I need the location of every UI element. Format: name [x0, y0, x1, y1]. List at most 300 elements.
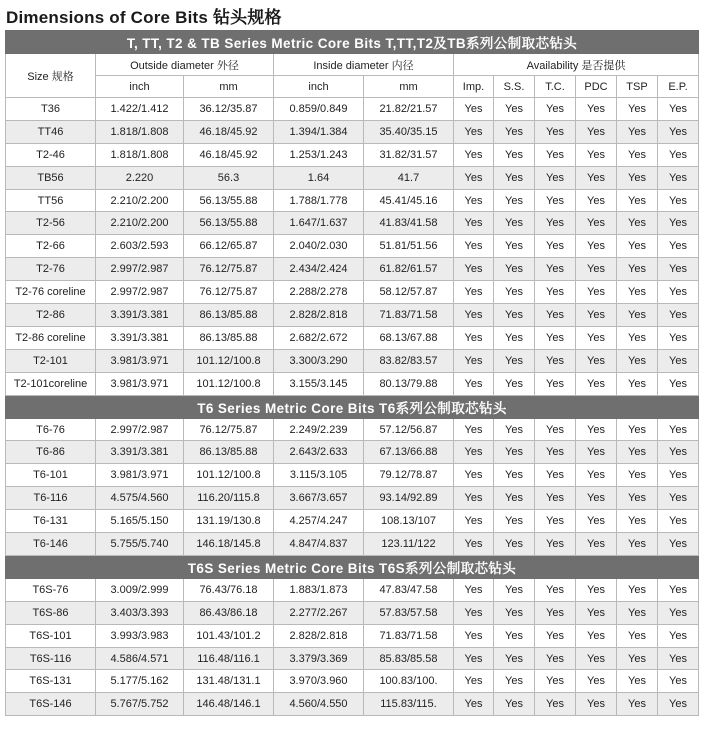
imp-cell: Yes [454, 212, 494, 235]
pdc-cell: Yes [576, 601, 617, 624]
od-mm-cell: 46.18/45.92 [184, 143, 274, 166]
tc-cell: Yes [535, 533, 576, 556]
imp-cell: Yes [454, 189, 494, 212]
id-inch-cell: 3.379/3.369 [274, 647, 364, 670]
ep-cell: Yes [658, 372, 699, 395]
tsp-cell: Yes [617, 235, 658, 258]
imp-cell: Yes [454, 120, 494, 143]
pdc-cell: Yes [576, 624, 617, 647]
id-mm-cell: 67.13/66.88 [364, 441, 454, 464]
column-header-row [6, 54, 699, 76]
table-row [6, 235, 699, 258]
id-mm-cell: 68.13/67.88 [364, 326, 454, 349]
id-mm-header: mm [364, 76, 454, 98]
tsp-cell: Yes [617, 487, 658, 510]
od-mm-cell: 76.12/75.87 [184, 418, 274, 441]
imp-cell: Yes [454, 647, 494, 670]
ss-cell: Yes [494, 487, 535, 510]
tc-cell: Yes [535, 349, 576, 372]
tc-cell: Yes [535, 670, 576, 693]
od-inch-cell: 3.981/3.971 [96, 464, 184, 487]
tsp-cell: Yes [617, 281, 658, 304]
pdc-cell: Yes [576, 258, 617, 281]
tc-cell: Yes [535, 235, 576, 258]
ep-cell: Yes [658, 647, 699, 670]
od-inch-cell: 1.422/1.412 [96, 98, 184, 121]
section-title: T6 Series Metric Core Bits T6系列公制取芯钻头 [6, 395, 699, 418]
id-mm-cell: 45.41/45.16 [364, 189, 454, 212]
tc-cell: Yes [535, 120, 576, 143]
imp-cell: Yes [454, 98, 494, 121]
tc-cell: Yes [535, 647, 576, 670]
tsp-cell: Yes [617, 670, 658, 693]
size-cell: TB56 [6, 166, 96, 189]
core-bit-dimensions-table [5, 30, 699, 716]
tsp-cell: Yes [617, 143, 658, 166]
tsp-cell: Yes [617, 326, 658, 349]
pdc-header: PDC [576, 76, 617, 98]
id-mm-cell: 57.83/57.58 [364, 601, 454, 624]
od-mm-header: mm [184, 76, 274, 98]
id-inch-cell: 0.859/0.849 [274, 98, 364, 121]
ss-cell: Yes [494, 693, 535, 716]
od-mm-cell: 86.13/85.88 [184, 441, 274, 464]
od-inch-cell: 5.165/5.150 [96, 510, 184, 533]
imp-cell: Yes [454, 418, 494, 441]
id-mm-cell: 93.14/92.89 [364, 487, 454, 510]
od-inch-cell: 2.603/2.593 [96, 235, 184, 258]
pdc-cell: Yes [576, 647, 617, 670]
ss-cell: Yes [494, 349, 535, 372]
od-inch-cell: 5.767/5.752 [96, 693, 184, 716]
ss-cell: Yes [494, 670, 535, 693]
id-inch-cell: 1.253/1.243 [274, 143, 364, 166]
table-row [6, 578, 699, 601]
id-inch-cell: 2.277/2.267 [274, 601, 364, 624]
od-mm-cell: 116.20/115.8 [184, 487, 274, 510]
size-cell: T2-101 [6, 349, 96, 372]
imp-cell: Yes [454, 670, 494, 693]
ep-cell: Yes [658, 464, 699, 487]
id-inch-cell: 2.434/2.424 [274, 258, 364, 281]
ep-cell: Yes [658, 326, 699, 349]
ss-header: S.S. [494, 76, 535, 98]
imp-cell: Yes [454, 235, 494, 258]
pdc-cell: Yes [576, 670, 617, 693]
od-inch-cell: 3.391/3.381 [96, 304, 184, 327]
pdc-cell: Yes [576, 533, 617, 556]
od-inch-cell: 2.220 [96, 166, 184, 189]
size-cell: T6-86 [6, 441, 96, 464]
imp-cell: Yes [454, 624, 494, 647]
tsp-cell: Yes [617, 120, 658, 143]
imp-cell: Yes [454, 510, 494, 533]
ep-cell: Yes [658, 693, 699, 716]
tsp-cell: Yes [617, 98, 658, 121]
size-cell: T6S-146 [6, 693, 96, 716]
od-mm-cell: 146.48/146.1 [184, 693, 274, 716]
size-cell: T6-76 [6, 418, 96, 441]
id-inch-cell: 2.040/2.030 [274, 235, 364, 258]
ss-cell: Yes [494, 258, 535, 281]
ss-cell: Yes [494, 372, 535, 395]
id-inch-cell: 3.667/3.657 [274, 487, 364, 510]
ep-cell: Yes [658, 98, 699, 121]
od-inch-cell: 3.981/3.971 [96, 372, 184, 395]
size-cell: T36 [6, 98, 96, 121]
size-cell: T2-76 coreline [6, 281, 96, 304]
imp-cell: Yes [454, 441, 494, 464]
id-mm-cell: 79.12/78.87 [364, 464, 454, 487]
od-inch-cell: 3.391/3.381 [96, 326, 184, 349]
id-inch-cell: 3.115/3.105 [274, 464, 364, 487]
imp-cell: Yes [454, 601, 494, 624]
ss-cell: Yes [494, 189, 535, 212]
od-mm-cell: 76.12/75.87 [184, 281, 274, 304]
id-inch-cell: 4.847/4.837 [274, 533, 364, 556]
tsp-cell: Yes [617, 464, 658, 487]
ep-cell: Yes [658, 212, 699, 235]
pdc-cell: Yes [576, 189, 617, 212]
tsp-cell: Yes [617, 189, 658, 212]
ss-cell: Yes [494, 624, 535, 647]
size-cell: T2-56 [6, 212, 96, 235]
outside-diameter-header: Outside diameter 外径 [96, 54, 274, 76]
tc-cell: Yes [535, 326, 576, 349]
tsp-cell: Yes [617, 693, 658, 716]
od-inch-cell: 3.403/3.393 [96, 601, 184, 624]
ss-cell: Yes [494, 120, 535, 143]
id-mm-cell: 115.83/115. [364, 693, 454, 716]
ep-cell: Yes [658, 601, 699, 624]
tsp-cell: Yes [617, 212, 658, 235]
id-inch-cell: 4.257/4.247 [274, 510, 364, 533]
ep-cell: Yes [658, 235, 699, 258]
id-inch-cell: 1.647/1.637 [274, 212, 364, 235]
table-row [6, 510, 699, 533]
section-header-row [6, 395, 699, 418]
size-cell: T6S-101 [6, 624, 96, 647]
tsp-cell: Yes [617, 258, 658, 281]
tc-cell: Yes [535, 487, 576, 510]
imp-header: Imp. [454, 76, 494, 98]
size-cell: T6S-76 [6, 578, 96, 601]
table-row [6, 258, 699, 281]
tsp-cell: Yes [617, 578, 658, 601]
od-inch-cell: 1.818/1.808 [96, 143, 184, 166]
imp-cell: Yes [454, 349, 494, 372]
tc-header: T.C. [535, 76, 576, 98]
table-row [6, 533, 699, 556]
table-row [6, 189, 699, 212]
imp-cell: Yes [454, 326, 494, 349]
pdc-cell: Yes [576, 418, 617, 441]
pdc-cell: Yes [576, 693, 617, 716]
pdc-cell: Yes [576, 349, 617, 372]
pdc-cell: Yes [576, 120, 617, 143]
table-row [6, 166, 699, 189]
column-subheader-row [6, 76, 699, 98]
id-mm-cell: 58.12/57.87 [364, 281, 454, 304]
tsp-cell: Yes [617, 349, 658, 372]
imp-cell: Yes [454, 533, 494, 556]
tc-cell: Yes [535, 372, 576, 395]
table-row [6, 418, 699, 441]
id-mm-cell: 123.11/122 [364, 533, 454, 556]
table-row [6, 624, 699, 647]
table-row [6, 693, 699, 716]
ss-cell: Yes [494, 418, 535, 441]
tc-cell: Yes [535, 281, 576, 304]
tc-cell: Yes [535, 304, 576, 327]
ss-cell: Yes [494, 304, 535, 327]
id-mm-cell: 71.83/71.58 [364, 304, 454, 327]
id-inch-cell: 2.288/2.278 [274, 281, 364, 304]
ep-cell: Yes [658, 487, 699, 510]
pdc-cell: Yes [576, 235, 617, 258]
pdc-cell: Yes [576, 304, 617, 327]
section-header-row [6, 31, 699, 54]
od-inch-cell: 2.997/2.987 [96, 281, 184, 304]
id-inch-cell: 1.64 [274, 166, 364, 189]
ep-cell: Yes [658, 578, 699, 601]
od-mm-cell: 101.12/100.8 [184, 464, 274, 487]
od-mm-cell: 76.12/75.87 [184, 258, 274, 281]
od-inch-cell: 3.981/3.971 [96, 349, 184, 372]
ss-cell: Yes [494, 464, 535, 487]
imp-cell: Yes [454, 464, 494, 487]
ep-cell: Yes [658, 624, 699, 647]
tsp-cell: Yes [617, 533, 658, 556]
od-inch-cell: 2.210/2.200 [96, 212, 184, 235]
tc-cell: Yes [535, 212, 576, 235]
id-inch-cell: 1.883/1.873 [274, 578, 364, 601]
size-cell: T2-86 coreline [6, 326, 96, 349]
ep-header: E.P. [658, 76, 699, 98]
tc-cell: Yes [535, 441, 576, 464]
table-row [6, 212, 699, 235]
size-cell: T6-116 [6, 487, 96, 510]
id-inch-cell: 2.249/2.239 [274, 418, 364, 441]
imp-cell: Yes [454, 143, 494, 166]
id-mm-cell: 21.82/21.57 [364, 98, 454, 121]
table-row [6, 326, 699, 349]
id-inch-cell: 2.643/2.633 [274, 441, 364, 464]
imp-cell: Yes [454, 258, 494, 281]
ss-cell: Yes [494, 441, 535, 464]
od-mm-cell: 56.13/55.88 [184, 212, 274, 235]
od-inch-cell: 3.391/3.381 [96, 441, 184, 464]
tc-cell: Yes [535, 98, 576, 121]
id-inch-cell: 1.788/1.778 [274, 189, 364, 212]
tsp-cell: Yes [617, 166, 658, 189]
size-cell: T6S-86 [6, 601, 96, 624]
id-mm-cell: 85.83/85.58 [364, 647, 454, 670]
section-title: T, TT, T2 & TB Series Metric Core Bits T,TT,T2及TB系列公制取芯钻头 [6, 31, 699, 54]
imp-cell: Yes [454, 166, 494, 189]
tc-cell: Yes [535, 418, 576, 441]
od-inch-cell: 4.586/4.571 [96, 647, 184, 670]
od-inch-cell: 2.997/2.987 [96, 418, 184, 441]
id-mm-cell: 35.40/35.15 [364, 120, 454, 143]
id-mm-cell: 83.82/83.57 [364, 349, 454, 372]
section-title: T6S Series Metric Core Bits T6S系列公制取芯钻头 [6, 555, 699, 578]
tsp-header: TSP [617, 76, 658, 98]
size-cell: TT46 [6, 120, 96, 143]
ep-cell: Yes [658, 120, 699, 143]
id-inch-header: inch [274, 76, 364, 98]
od-inch-cell: 4.575/4.560 [96, 487, 184, 510]
ep-cell: Yes [658, 258, 699, 281]
id-inch-cell: 1.394/1.384 [274, 120, 364, 143]
pdc-cell: Yes [576, 166, 617, 189]
size-cell: T6S-131 [6, 670, 96, 693]
imp-cell: Yes [454, 578, 494, 601]
pdc-cell: Yes [576, 487, 617, 510]
od-mm-cell: 146.18/145.8 [184, 533, 274, 556]
id-inch-cell: 4.560/4.550 [274, 693, 364, 716]
imp-cell: Yes [454, 281, 494, 304]
id-mm-cell: 41.7 [364, 166, 454, 189]
id-mm-cell: 57.12/56.87 [364, 418, 454, 441]
imp-cell: Yes [454, 304, 494, 327]
page-title: Dimensions of Core Bits 钻头规格 [6, 8, 282, 27]
size-cell: T2-101coreline [6, 372, 96, 395]
ss-cell: Yes [494, 98, 535, 121]
table-row [6, 670, 699, 693]
tc-cell: Yes [535, 693, 576, 716]
od-mm-cell: 101.43/101.2 [184, 624, 274, 647]
tsp-cell: Yes [617, 372, 658, 395]
od-mm-cell: 76.43/76.18 [184, 578, 274, 601]
imp-cell: Yes [454, 693, 494, 716]
id-mm-cell: 80.13/79.88 [364, 372, 454, 395]
ss-cell: Yes [494, 166, 535, 189]
size-cell: T6-101 [6, 464, 96, 487]
tc-cell: Yes [535, 464, 576, 487]
od-mm-cell: 86.43/86.18 [184, 601, 274, 624]
table-row [6, 349, 699, 372]
pdc-cell: Yes [576, 372, 617, 395]
size-cell: T6-146 [6, 533, 96, 556]
od-mm-cell: 66.12/65.87 [184, 235, 274, 258]
pdc-cell: Yes [576, 441, 617, 464]
od-mm-cell: 86.13/85.88 [184, 326, 274, 349]
pdc-cell: Yes [576, 326, 617, 349]
ss-cell: Yes [494, 533, 535, 556]
size-cell: T2-46 [6, 143, 96, 166]
pdc-cell: Yes [576, 143, 617, 166]
id-inch-cell: 2.682/2.672 [274, 326, 364, 349]
ep-cell: Yes [658, 189, 699, 212]
tsp-cell: Yes [617, 601, 658, 624]
ep-cell: Yes [658, 441, 699, 464]
size-cell: T2-86 [6, 304, 96, 327]
od-mm-cell: 101.12/100.8 [184, 372, 274, 395]
id-mm-cell: 51.81/51.56 [364, 235, 454, 258]
tc-cell: Yes [535, 166, 576, 189]
size-cell: T6S-116 [6, 647, 96, 670]
imp-cell: Yes [454, 372, 494, 395]
ep-cell: Yes [658, 304, 699, 327]
tsp-cell: Yes [617, 624, 658, 647]
table-row [6, 464, 699, 487]
table-row [6, 281, 699, 304]
od-mm-cell: 86.13/85.88 [184, 304, 274, 327]
size-cell: T2-76 [6, 258, 96, 281]
ep-cell: Yes [658, 670, 699, 693]
od-inch-cell: 3.009/2.999 [96, 578, 184, 601]
od-mm-cell: 116.48/116.1 [184, 647, 274, 670]
ep-cell: Yes [658, 349, 699, 372]
pdc-cell: Yes [576, 510, 617, 533]
tsp-cell: Yes [617, 418, 658, 441]
od-inch-cell: 5.177/5.162 [96, 670, 184, 693]
tc-cell: Yes [535, 578, 576, 601]
od-inch-cell: 1.818/1.808 [96, 120, 184, 143]
table-row [6, 98, 699, 121]
table-row [6, 120, 699, 143]
table-row [6, 372, 699, 395]
pdc-cell: Yes [576, 464, 617, 487]
id-mm-cell: 47.83/47.58 [364, 578, 454, 601]
tsp-cell: Yes [617, 441, 658, 464]
ep-cell: Yes [658, 418, 699, 441]
ss-cell: Yes [494, 143, 535, 166]
table-row [6, 487, 699, 510]
od-mm-cell: 56.13/55.88 [184, 189, 274, 212]
size-cell: T2-66 [6, 235, 96, 258]
ep-cell: Yes [658, 143, 699, 166]
id-inch-cell: 3.300/3.290 [274, 349, 364, 372]
id-mm-cell: 61.82/61.57 [364, 258, 454, 281]
od-inch-cell: 3.993/3.983 [96, 624, 184, 647]
inside-diameter-header: Inside diameter 内径 [274, 54, 454, 76]
id-inch-cell: 3.970/3.960 [274, 670, 364, 693]
availability-header: Availability 是否提供 [454, 54, 699, 76]
pdc-cell: Yes [576, 281, 617, 304]
ss-cell: Yes [494, 212, 535, 235]
ss-cell: Yes [494, 647, 535, 670]
table-row [6, 601, 699, 624]
od-mm-cell: 101.12/100.8 [184, 349, 274, 372]
size-column-header: Size 规格 [6, 54, 96, 98]
tc-cell: Yes [535, 601, 576, 624]
id-mm-cell: 108.13/107 [364, 510, 454, 533]
ep-cell: Yes [658, 533, 699, 556]
id-mm-cell: 41.83/41.58 [364, 212, 454, 235]
pdc-cell: Yes [576, 98, 617, 121]
ep-cell: Yes [658, 510, 699, 533]
od-mm-cell: 131.19/130.8 [184, 510, 274, 533]
tc-cell: Yes [535, 143, 576, 166]
table-row [6, 441, 699, 464]
tc-cell: Yes [535, 510, 576, 533]
ss-cell: Yes [494, 578, 535, 601]
od-inch-cell: 2.997/2.987 [96, 258, 184, 281]
ss-cell: Yes [494, 235, 535, 258]
ep-cell: Yes [658, 281, 699, 304]
od-mm-cell: 36.12/35.87 [184, 98, 274, 121]
size-cell: TT56 [6, 189, 96, 212]
od-mm-cell: 56.3 [184, 166, 274, 189]
tsp-cell: Yes [617, 510, 658, 533]
od-inch-cell: 2.210/2.200 [96, 189, 184, 212]
tc-cell: Yes [535, 258, 576, 281]
table-row [6, 143, 699, 166]
ep-cell: Yes [658, 166, 699, 189]
section-header-row [6, 555, 699, 578]
